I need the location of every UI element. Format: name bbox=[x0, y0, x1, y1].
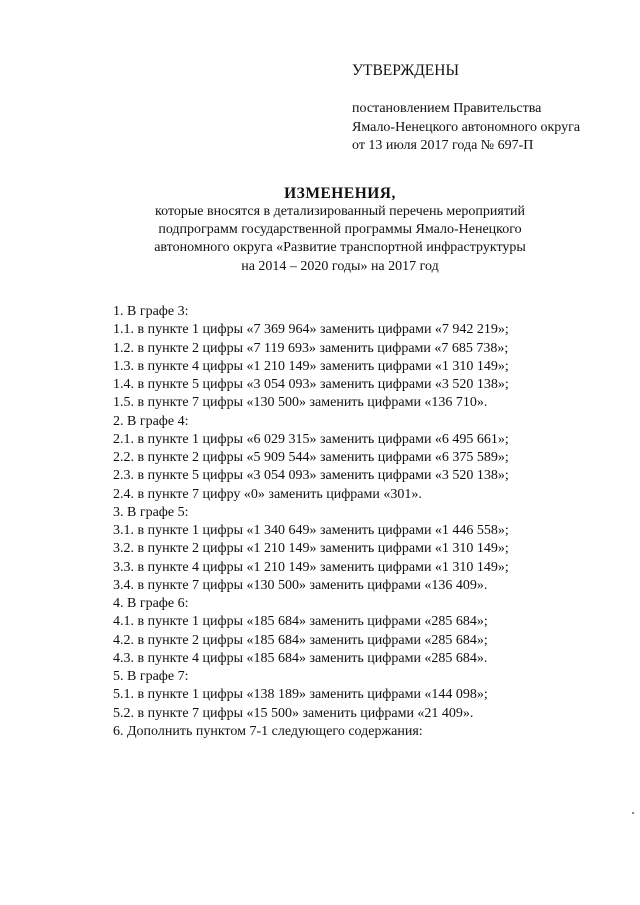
list-item: 2. В графе 4: bbox=[113, 413, 189, 429]
list-item: 1.5. в пункте 7 цифры «130 500» заменить цифрами «136 710». bbox=[113, 395, 488, 411]
list-item: 2.3. в пункте 5 цифры «3 054 093» заменить цифрами «3 520 138»; bbox=[113, 468, 509, 484]
heading-subtitle-line: подпрограмм государственной программы Ямало-Ненецкого bbox=[158, 222, 522, 238]
list-item: 3.2. в пункте 2 цифры «1 210 149» заменить цифрами «1 310 149»; bbox=[113, 541, 509, 557]
list-item: 1.1. в пункте 1 цифры «7 369 964» заменить цифрами «7 942 219»; bbox=[113, 322, 509, 338]
list-item: 4. В графе 6: bbox=[113, 596, 189, 611]
approved-title: УТВЕРЖДЕНЫ bbox=[352, 62, 459, 79]
approval-block bbox=[352, 62, 632, 156]
document-heading bbox=[100, 184, 580, 276]
list-item: 1.2. в пункте 2 цифры «7 119 693» заменить цифрами «7 685 738»; bbox=[113, 340, 509, 356]
list-item: 4.3. в пункте 4 цифры «185 684» заменить цифрами «285 684». bbox=[113, 650, 488, 666]
list-item: 3.1. в пункте 1 цифры «1 340 649» заменить цифрами «1 446 558»; bbox=[113, 523, 509, 538]
list-item: 2.4. в пункте 7 цифру «0» заменить цифрами «301». bbox=[113, 486, 422, 502]
list-item: 4.2. в пункте 2 цифры «185 684» заменить цифрами «285 684»; bbox=[113, 632, 488, 648]
amendments-list bbox=[113, 303, 613, 741]
approval-region-line: Ямало-Ненецкого автономного округа bbox=[352, 119, 581, 135]
list-item: 1.3. в пункте 4 цифры «1 210 149» заменить цифрами «1 310 149»; bbox=[113, 358, 509, 374]
list-item: 2.1. в пункте 1 цифры «6 029 315» заменить цифрами «6 495 661»; bbox=[113, 431, 509, 447]
list-item: 3. В графе 5: bbox=[113, 504, 189, 520]
heading-subtitle-line: которые вносятся в детализированный перечень мероприятий bbox=[155, 204, 525, 219]
list-item: 5.1. в пункте 1 цифры «138 189» заменить цифрами «144 098»; bbox=[113, 687, 488, 703]
approval-resolution-line: постановлением Правительства bbox=[352, 101, 542, 116]
heading-subtitle-line: автономного округа «Развитие транспортной инфраструктуры bbox=[154, 240, 526, 256]
approval-date-line: от 13 июля 2017 года № 697-П bbox=[352, 138, 534, 153]
list-item: 3.3. в пункте 4 цифры «1 210 149» заменить цифрами «1 310 149»; bbox=[113, 559, 509, 575]
list-item: 1.4. в пункте 5 цифры «3 054 093» заменить цифрами «3 520 138»; bbox=[113, 377, 509, 392]
list-item: 4.1. в пункте 1 цифры «185 684» заменить цифрами «285 684»; bbox=[113, 614, 488, 630]
list-item: 1. В графе 3: bbox=[113, 304, 189, 319]
heading-title: ИЗМЕНЕНИЯ, bbox=[284, 185, 396, 202]
heading-subtitle-line: на 2014 – 2020 годы» на 2017 год bbox=[241, 258, 439, 274]
scan-speck bbox=[632, 812, 634, 814]
list-item: 5.2. в пункте 7 цифры «15 500» заменить цифрами «21 409». bbox=[113, 705, 474, 721]
list-item: 6. Дополнить пунктом 7-1 следующего содержания: bbox=[113, 723, 423, 739]
list-item: 3.4. в пункте 7 цифры «130 500» заменить цифрами «136 409». bbox=[113, 577, 488, 593]
list-item: 5. В графе 7: bbox=[113, 669, 189, 684]
list-item: 2.2. в пункте 2 цифры «5 909 544» заменить цифрами «6 375 589»; bbox=[113, 450, 509, 465]
